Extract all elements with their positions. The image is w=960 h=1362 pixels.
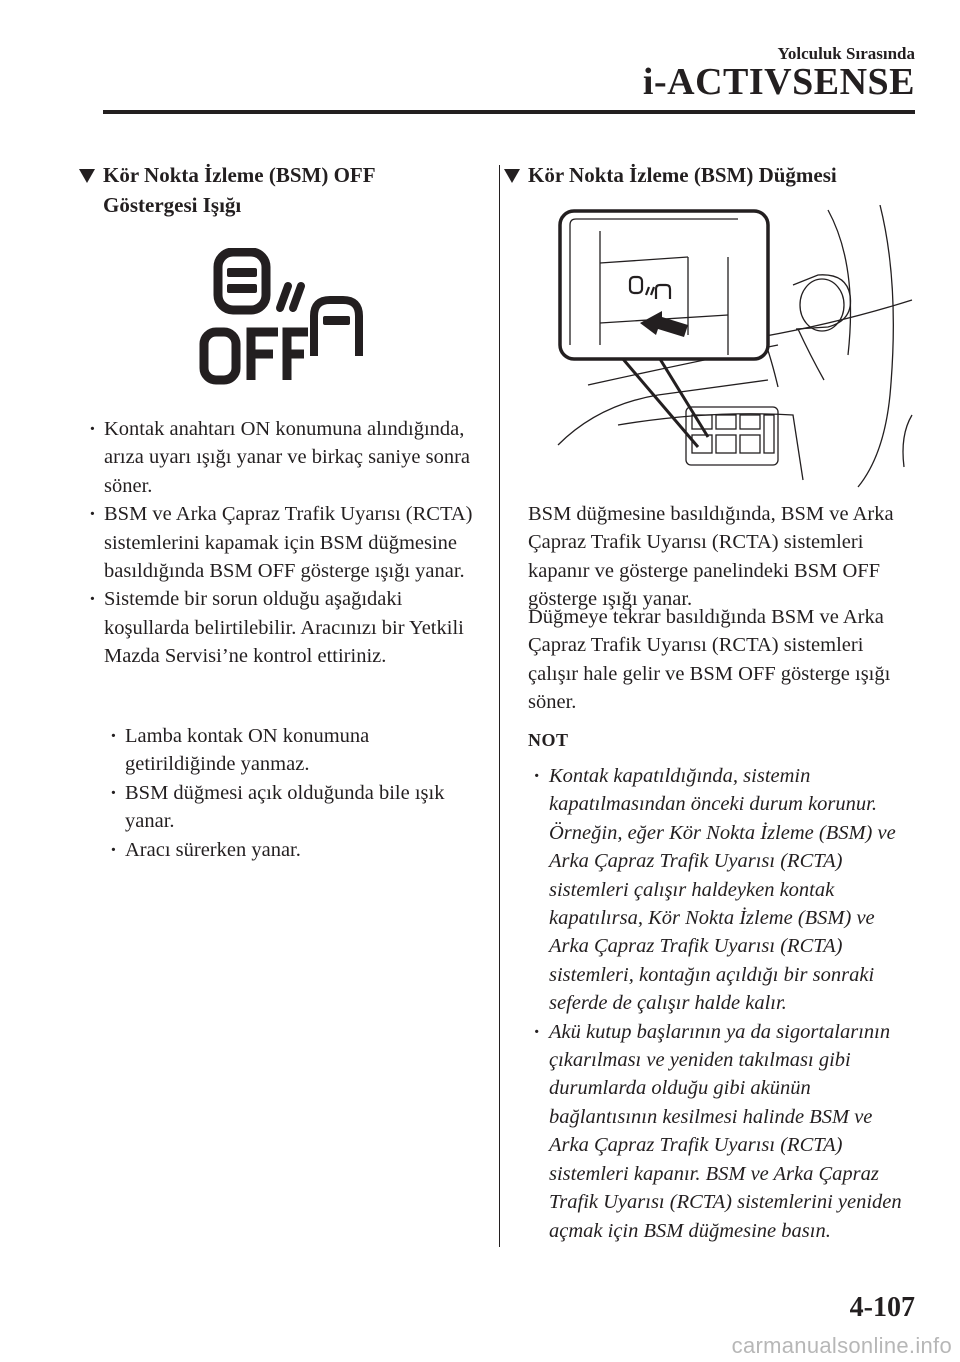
left-heading-text: Kör Nokta İzleme (BSM) OFF Göstergesi Işığı <box>103 163 375 217</box>
bsm-off-indicator-icon <box>196 248 366 393</box>
list-item: · Kontak kapatıldığında, sistemin kapatılmasından önceki durum korunur. Örneğin, eğer Kör Nokta İzleme (BSM) ve Arka Çapraz Trafik Uyarısı (RCTA) sistemleri çalışır haldeyken kontak kapatılırsa, Kör Nokta İzleme (BSM) ve Arka Çapraz Trafik Uyarısı (RCTA) sistemleri, kontağın açıldığı bir sonraki seferde de çalışır halde kalır. <box>549 762 914 1018</box>
column-divider <box>499 165 500 1247</box>
triangle-marker-icon <box>78 162 96 192</box>
list-item: · Kontak anahtarı ON konumuna alındığında, arıza uyarı ışığı yanar ve birkaç saniye sonra söner. <box>104 415 474 500</box>
note-list <box>549 762 914 1245</box>
list-item: · BSM düğmesi açık olduğunda bile ışık yanar. <box>125 779 470 836</box>
list-item: · Sistemde bir sorun olduğu aşağıdaki koşullarda belirtilebilir. Aracınızı bir Yetkili Mazda Servisi’ne kontrol ettiriniz. <box>104 585 474 670</box>
left-bullet-list <box>104 415 474 671</box>
list-item: · Akü kutup başlarının ya da sigortalarının çıkarılması ve yeniden takılması gibi durumlarda olduğu gibi akünün bağlantısının kesilmesi halinde BSM ve Arka Çapraz Trafik Uyarısı (RCTA) sistemleri kapanır. BSM ve Arka Çapraz Trafik Uyarısı (RCTA) sistemlerini yeniden açmak için BSM düğmesine basın. <box>549 1018 914 1245</box>
bsm-switch-location-illustration <box>528 205 913 495</box>
triangle-marker-icon <box>503 162 521 192</box>
left-section-heading <box>103 160 413 220</box>
right-paragraph-1: BSM düğmesine basıldığında, BSM ve Arka Çapraz Trafik Uyarısı (RCTA) sistemleri kapanır ve gösterge panelindeki BSM OFF gösterge ışığı yanar. <box>528 503 894 611</box>
note-label: NOT <box>528 730 569 750</box>
list-item: · BSM ve Arka Çapraz Trafik Uyarısı (RCTA) sistemlerini kapamak için BSM düğmesine basıldığında BSM OFF gösterge ışığı yanar. <box>104 500 474 585</box>
left-sub-bullet-list <box>125 722 470 864</box>
right-heading-text: Kör Nokta İzleme (BSM) Düğmesi <box>528 163 837 187</box>
right-paragraph-2: Düğmeye tekrar basıldığında BSM ve Arka Çapraz Trafik Uyarısı (RCTA) sistemleri çalışır hale gelir ve BSM OFF gösterge ışığı söner. <box>528 606 891 714</box>
header-rule <box>103 110 915 114</box>
list-item: · Aracı sürerken yanar. <box>125 836 470 864</box>
right-section-heading <box>528 160 913 190</box>
header-title: i-ACTIVSENSE <box>642 61 915 103</box>
list-item: · Lamba kontak ON konumuna getirildiğinde yanmaz. <box>125 722 470 779</box>
header-section-label: Yolculuk Sırasında <box>777 44 915 63</box>
page-number: 4-107 <box>849 1292 915 1323</box>
watermark: carmanualsonline.info <box>731 1333 952 1358</box>
